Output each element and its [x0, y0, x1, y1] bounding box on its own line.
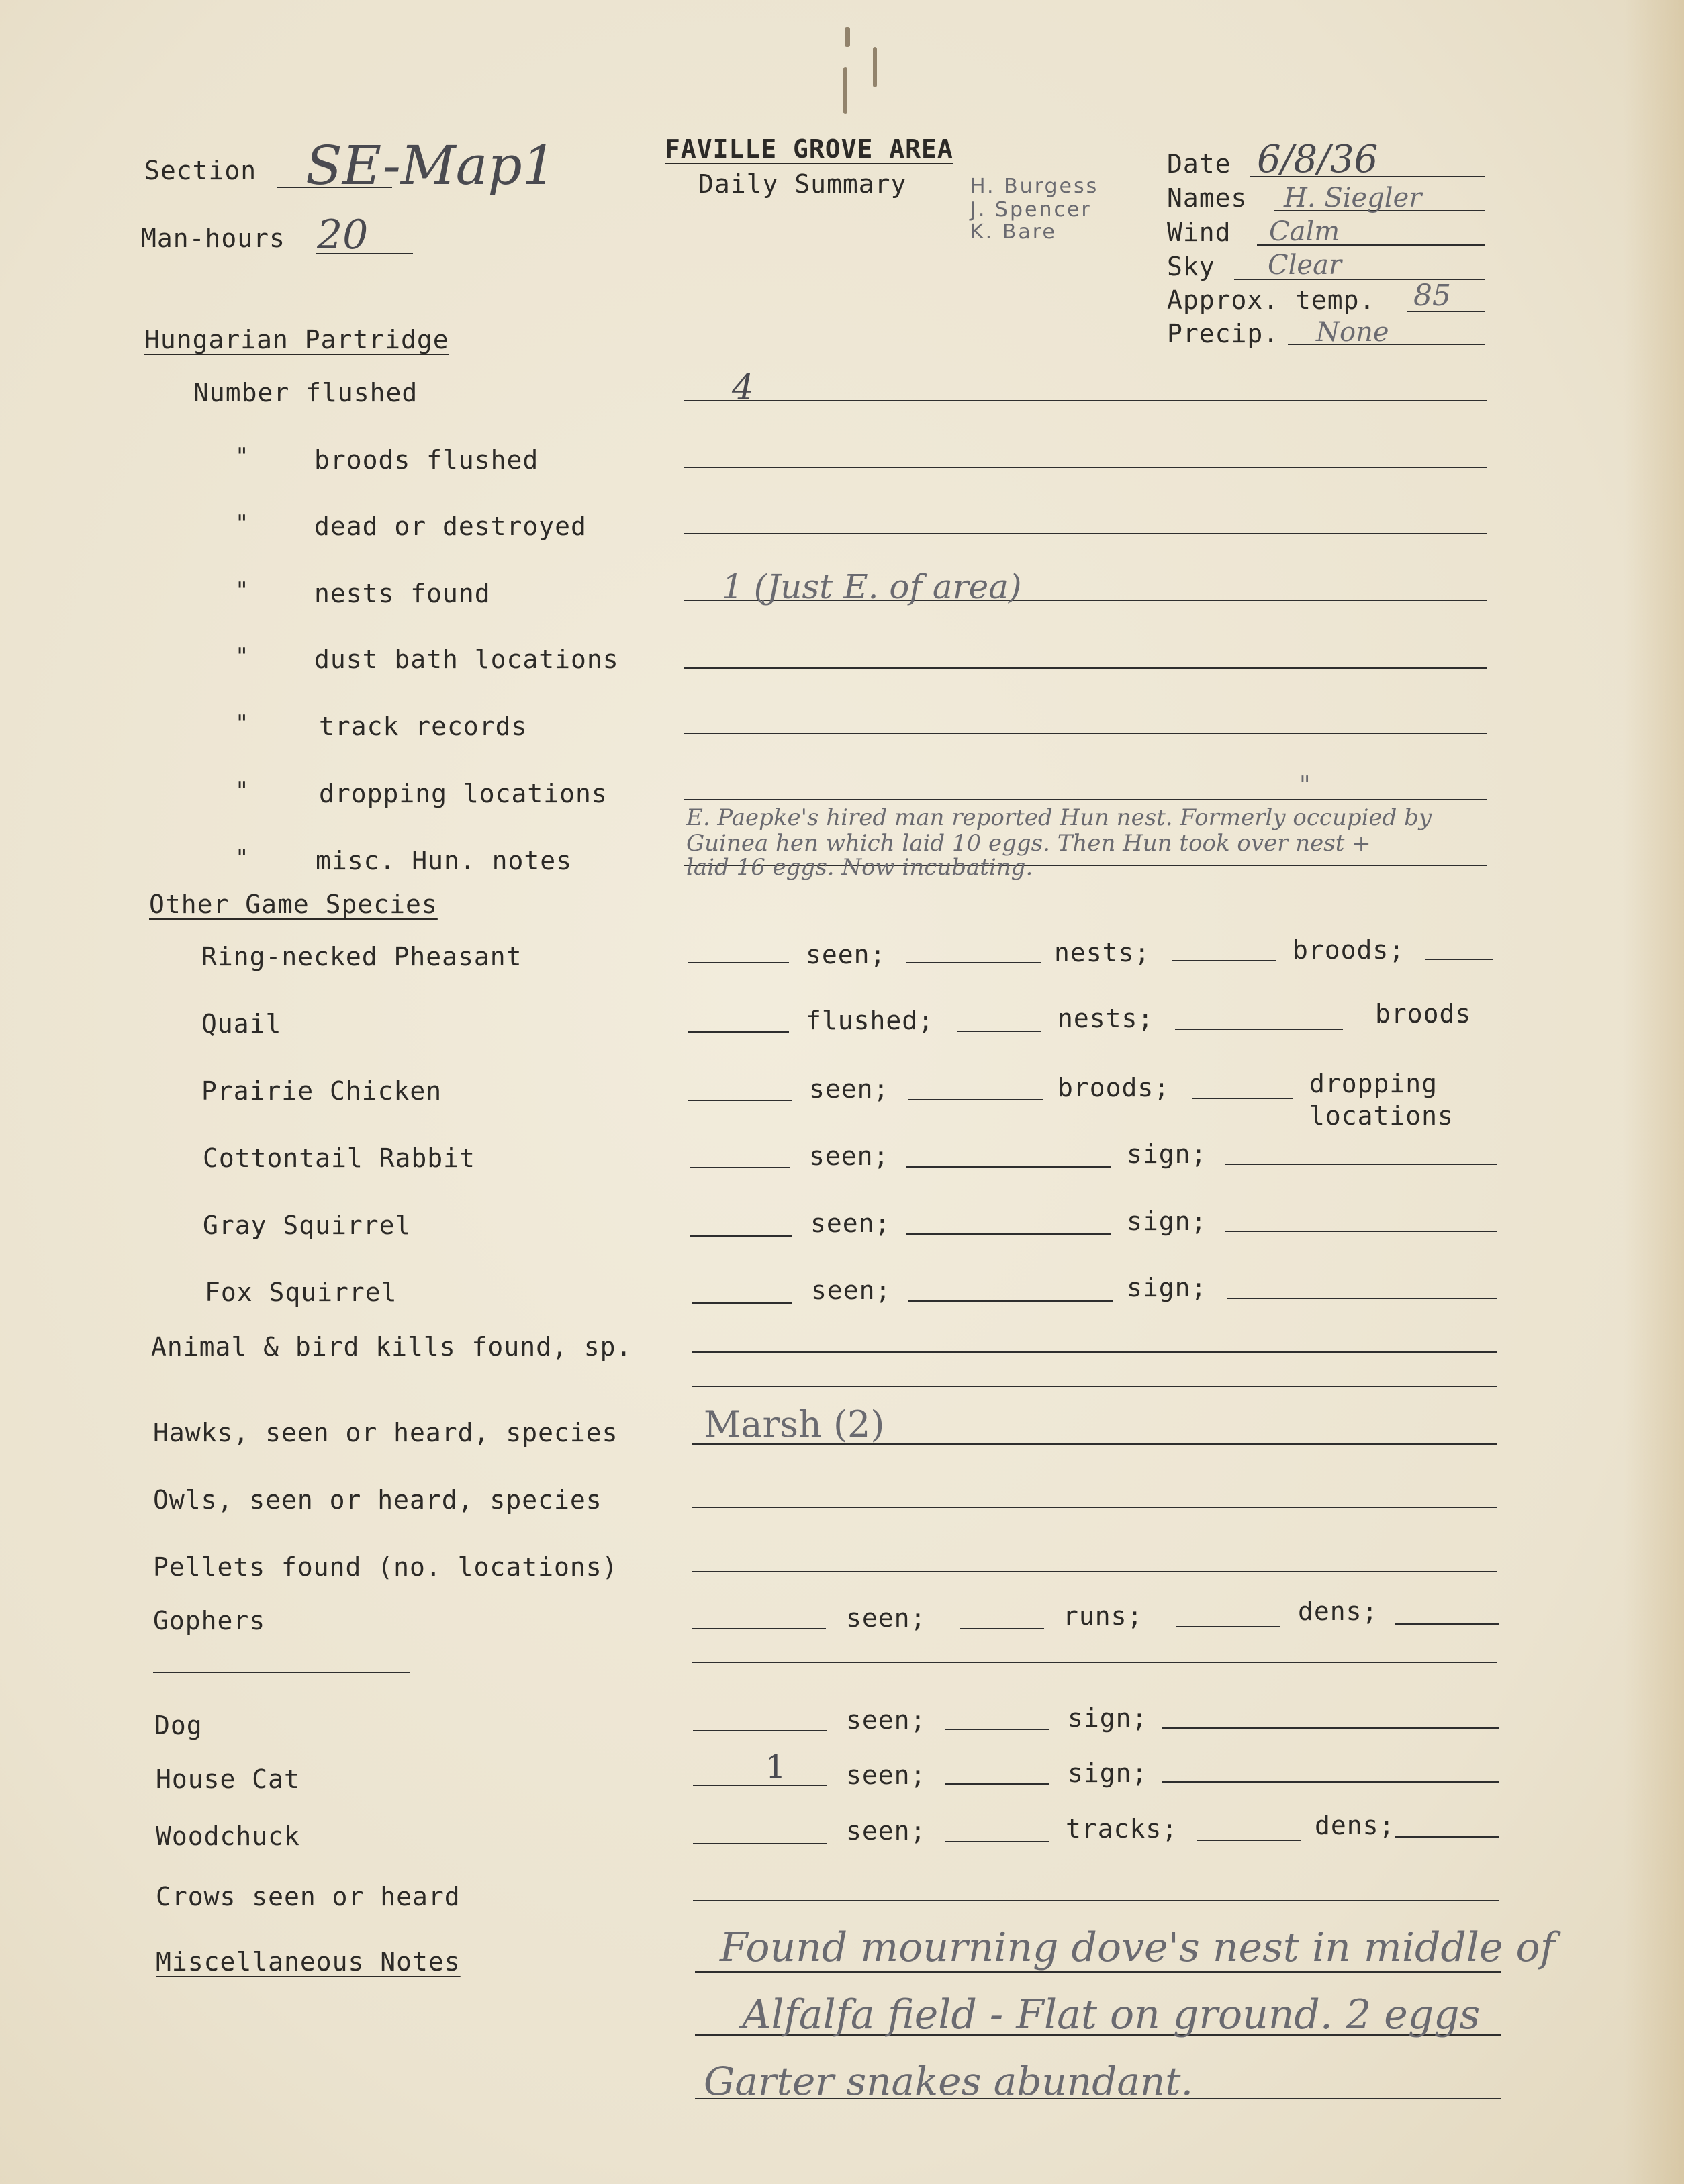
crows-line	[693, 1900, 1499, 1901]
dead-destroyed-line	[684, 533, 1487, 534]
number-flushed-line	[684, 400, 1487, 401]
section-label: Section	[144, 156, 257, 185]
misc-notes-line	[695, 1971, 1501, 1973]
kills-line	[692, 1351, 1497, 1353]
flushed-label: flushed;	[806, 1006, 935, 1035]
dropping-locations-value: "	[1299, 772, 1311, 800]
fox-sign-value-line	[1227, 1298, 1497, 1299]
seen-label: seen;	[809, 1141, 890, 1171]
broods-flushed-label: broods flushed	[314, 445, 539, 475]
date-label: Date	[1167, 149, 1231, 179]
gophers-label: Gophers	[153, 1606, 266, 1635]
section-value: SE-Map1	[306, 134, 557, 197]
woodchuck-label: Woodchuck	[156, 1821, 300, 1851]
pheasant-extra-line	[1425, 959, 1493, 960]
gray-sign-line	[906, 1233, 1111, 1235]
fox-seen-line	[692, 1302, 792, 1304]
sign-label: sign;	[1127, 1139, 1207, 1169]
dog-sign-value-line	[1162, 1727, 1499, 1729]
woodchuck-extra-line	[1395, 1836, 1499, 1838]
pellets-label: Pellets found (no. locations)	[153, 1552, 618, 1582]
number-flushed-value: 4	[732, 368, 755, 408]
kills-label: Animal & bird kills found, sp.	[151, 1332, 633, 1362]
form-title: FAVILLE GROVE AREA	[665, 134, 953, 164]
pheasant-broods-line	[1172, 960, 1276, 961]
gophers-extra-line	[1395, 1623, 1499, 1625]
seen-label: seen;	[846, 1760, 927, 1790]
gray-sign-value-line	[1225, 1231, 1497, 1232]
seen-label: seen;	[846, 1816, 927, 1846]
gophers-seen-line	[692, 1628, 826, 1629]
misc-hun-notes-label: misc. Hun. notes	[316, 846, 573, 875]
names-label: Names	[1167, 183, 1248, 213]
observer-name: H. Burgess	[970, 175, 1099, 198]
kills-line-2	[692, 1386, 1497, 1387]
misc-note-line: Alfalfa field - Flat on ground. 2 eggs	[742, 1991, 1481, 2038]
pheasant-nests-line	[906, 962, 1041, 963]
prairie-broods-line	[908, 1099, 1043, 1100]
temp-label: Approx. temp.	[1167, 285, 1376, 315]
prairie-dropping-line	[1192, 1098, 1293, 1099]
hawks-label: Hawks, seen or heard, species	[153, 1418, 618, 1447]
runs-label: runs;	[1063, 1601, 1143, 1631]
staple-mark	[845, 27, 850, 47]
form-subtitle: Daily Summary	[698, 169, 907, 199]
wind-value: Calm	[1269, 216, 1340, 247]
precip-value: None	[1316, 317, 1389, 348]
seen-label: seen;	[810, 1208, 891, 1238]
sky-label: Sky	[1167, 252, 1215, 281]
nests-found-label: nests found	[314, 579, 491, 608]
observer-name: J. Spencer	[970, 198, 1092, 222]
sign-label: sign;	[1127, 1206, 1207, 1236]
cat-sign-value-line	[1162, 1781, 1499, 1783]
dog-label: Dog	[154, 1711, 203, 1740]
seen-label: seen;	[806, 940, 886, 969]
sign-label: sign;	[1068, 1758, 1148, 1788]
pheasant-seen-line	[688, 962, 789, 963]
woodchuck-seen-line	[693, 1843, 827, 1844]
misc-hun-note-line: E. Paepke's hired man reported Hun nest. Formerly occupied by	[686, 804, 1432, 831]
broods-label: broods;	[1058, 1073, 1170, 1102]
nests-found-value: 1 (Just E. of area)	[722, 567, 1022, 606]
misc-notes-label: Miscellaneous Notes	[156, 1947, 461, 1977]
dog-seen-line	[693, 1730, 827, 1731]
owls-label: Owls, seen or heard, species	[153, 1485, 602, 1515]
sky-value: Clear	[1268, 250, 1342, 281]
prairie-seen-line	[688, 1100, 792, 1101]
broods-label: broods	[1375, 999, 1472, 1029]
gray-squirrel-label: Gray Squirrel	[203, 1210, 412, 1240]
quail-nests-line	[957, 1031, 1041, 1032]
house-cat-label: House Cat	[156, 1764, 300, 1794]
hun-heading: Hungarian Partridge	[144, 325, 449, 354]
misc-hun-note-line: Guinea hen which laid 10 eggs. Then Hun took over nest +	[686, 830, 1371, 857]
wind-label: Wind	[1167, 218, 1231, 247]
cat-seen-value: 1	[765, 1748, 786, 1786]
misc-note-line: Found mourning dove's nest in middle of	[720, 1924, 1555, 1971]
dust-bath-label: dust bath locations	[314, 645, 619, 674]
names-value: H. Siegler	[1284, 183, 1422, 213]
observer-name: K. Bare	[970, 220, 1057, 244]
number-flushed-label: Number flushed	[193, 378, 418, 408]
sign-label: sign;	[1127, 1273, 1207, 1302]
seen-label: seen;	[846, 1603, 927, 1633]
hawks-value: Marsh (2)	[704, 1403, 885, 1445]
cottontail-sign-line	[906, 1166, 1111, 1168]
manhours-label: Man-hours	[141, 224, 285, 253]
blank-species-line	[153, 1672, 410, 1673]
ditto-mark: "	[235, 845, 249, 871]
gophers-line-2	[692, 1662, 1497, 1663]
broods-flushed-line	[684, 467, 1487, 468]
track-records-line	[684, 733, 1487, 734]
ditto-mark: "	[235, 577, 249, 604]
pheasant-label: Ring-necked Pheasant	[201, 942, 522, 971]
track-records-label: track records	[319, 712, 528, 741]
quail-broods-line	[1175, 1029, 1343, 1030]
ditto-mark: "	[235, 510, 249, 537]
gophers-dens-line	[1176, 1626, 1280, 1627]
staple-mark	[843, 67, 847, 114]
misc-note-line: Garter snakes abundant.	[704, 2058, 1194, 2104]
ditto-mark: "	[235, 710, 249, 737]
cat-seen-line	[693, 1785, 827, 1786]
dust-bath-line	[684, 667, 1487, 669]
woodchuck-dens-line	[1197, 1840, 1301, 1841]
prairie-chicken-label: Prairie Chicken	[201, 1076, 442, 1106]
precip-label: Precip.	[1167, 319, 1280, 348]
ditto-mark: "	[235, 643, 249, 670]
gray-seen-line	[690, 1235, 792, 1237]
locations-label: locations	[1309, 1101, 1454, 1131]
fox-sign-line	[908, 1300, 1113, 1302]
seen-label: seen;	[809, 1074, 890, 1104]
cottontail-seen-line	[690, 1167, 790, 1168]
pellets-line	[692, 1571, 1497, 1572]
crows-label: Crows seen or heard	[156, 1882, 461, 1911]
other-game-heading: Other Game Species	[149, 890, 438, 919]
ditto-mark: "	[235, 777, 249, 804]
cottontail-sign-value-line	[1225, 1164, 1497, 1165]
fox-squirrel-label: Fox Squirrel	[205, 1278, 397, 1307]
date-value: 6/8/36	[1257, 138, 1378, 181]
manhours-value: 20	[317, 211, 369, 258]
cottontail-label: Cottontail Rabbit	[203, 1143, 475, 1173]
staple-mark	[873, 47, 877, 87]
paper-edge-stain	[1624, 0, 1684, 2184]
cat-sign-line	[945, 1783, 1049, 1785]
broods-label: broods;	[1293, 935, 1405, 965]
quail-label: Quail	[201, 1009, 282, 1039]
gophers-runs-line	[960, 1628, 1044, 1629]
misc-hun-note-line: laid 16 eggs. Now incubating.	[686, 854, 1033, 881]
nests-label: nests;	[1054, 938, 1151, 967]
dropping-label: dropping	[1309, 1069, 1438, 1098]
dens-label: dens;	[1315, 1811, 1395, 1840]
dropping-locations-label: dropping locations	[319, 779, 608, 808]
seen-label: seen;	[846, 1705, 927, 1735]
dropping-locations-line	[684, 799, 1487, 800]
woodchuck-tracks-line	[945, 1841, 1049, 1842]
ditto-mark: "	[235, 443, 249, 470]
nests-label: nests;	[1058, 1004, 1154, 1033]
temp-value: 85	[1413, 279, 1451, 313]
seen-label: seen;	[811, 1276, 892, 1305]
dead-destroyed-label: dead or destroyed	[314, 512, 587, 541]
quail-flushed-line	[688, 1031, 789, 1033]
owls-line	[692, 1507, 1497, 1508]
dens-label: dens;	[1298, 1597, 1378, 1626]
sign-label: sign;	[1068, 1703, 1148, 1733]
tracks-label: tracks;	[1066, 1814, 1178, 1844]
dog-sign-line	[945, 1729, 1049, 1730]
